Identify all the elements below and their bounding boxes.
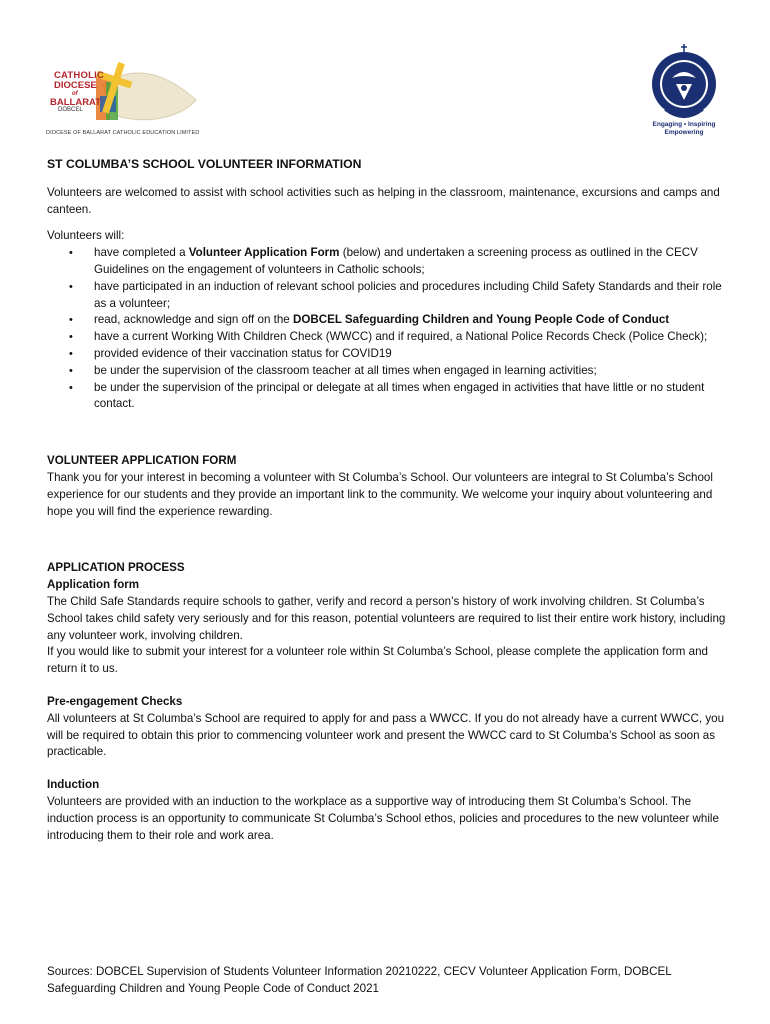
bullet-icon: • <box>69 331 73 344</box>
requirement-text: have completed a <box>94 246 189 260</box>
induction-heading: Induction <box>47 778 100 792</box>
dobcel-logo <box>44 56 219 140</box>
requirement-bold-text: Volunteer Application Form <box>188 246 340 260</box>
requirement-bold-text: DOBCEL Safeguarding Children and Young People Code of Conduct <box>292 313 670 327</box>
bullet-icon: • <box>69 364 73 377</box>
sources-footnote: Sources: DOBCEL Supervision of Students Volunteer Information 20210222, CECV Volunteer Application Form, DOBCEL Safeguarding Children and Young People Code of Conduct 2021 <box>47 965 672 995</box>
logo-text-dobcel: DOBCEL <box>58 107 83 113</box>
seal-tagline <box>640 121 728 137</box>
volunteer-requirements-list <box>47 245 737 413</box>
bullet-icon: • <box>69 381 73 394</box>
requirement-text-tail: (below) and undertaken a screening process as outlined in the CECV Guidelines on the engagement of volunteers in Catholic schools; <box>94 246 698 276</box>
application-form-text: Thank you for your interest in becoming a volunteer with St Columba’s School. Our volunteers are integral to St Columba’s School experience for our students and they provide an important link to the community. We welcome your inquiry about volunteering and hope you will find the experience rewarding. <box>47 470 713 518</box>
intro-paragraph: Volunteers are welcomed to assist with school activities such as helping in the classroom, maintenance, excursions and camps and canteen. <box>47 185 720 216</box>
logo-text-of: of <box>72 91 78 97</box>
induction-paragraph: Volunteers are provided with an induction to the workplace as a supportive way of introducing them St Columba’s School. The induction process is an opportunity to communicate St Columba’s School ethos, policies and procedures to the new volunteer while introducing them to their role and work area. <box>47 794 719 842</box>
application-form-subheading: Application form <box>47 578 140 592</box>
st-columbas-seal <box>640 44 728 140</box>
bullet-icon: • <box>69 347 73 360</box>
requirement-list-item <box>47 279 737 313</box>
application-process-heading: APPLICATION PROCESS <box>47 561 185 575</box>
seal-tagline-line2: Empowering <box>664 129 704 136</box>
application-form-paragraph-1: The Child Safe Standards require schools to gather, verify and record a person’s history of work involving children. St Columba’s School takes child safety very seriously and for this reason, potential volunteers are required to list their entire work history, including any volunteer work, involving children. <box>47 594 726 642</box>
requirement-text: be under the supervision of the classroom teacher at all times when engaged in learning activities; <box>94 363 597 377</box>
logo-text-diocese: DIOCESE <box>54 80 97 91</box>
requirement-text: be under the supervision of the principal or delegate at all times when engaged in activities that have little or no student contact. <box>94 380 705 411</box>
requirement-list-item <box>47 380 737 414</box>
logo-text-ballarat: BALLARAT <box>50 97 102 108</box>
requirement-list-item <box>47 329 737 346</box>
seal-tagline-line1: Engaging • Inspiring <box>652 121 716 128</box>
requirement-text: read, acknowledge and sign off on the <box>94 313 293 327</box>
requirement-list-item <box>47 363 737 380</box>
requirement-text: have participated in an induction of relevant school policies and procedures including Child Safety Standards and their role as a volunteer; <box>94 279 722 310</box>
bullet-icon: • <box>69 314 73 327</box>
seal-graphic <box>640 44 728 120</box>
requirement-list-item <box>47 346 737 363</box>
requirement-list-item <box>47 245 737 279</box>
application-form-heading: VOLUNTEER APPLICATION FORM <box>47 454 237 468</box>
bullet-icon: • <box>69 247 73 260</box>
page-title: ST COLUMBA’S SCHOOL VOLUNTEER INFORMATION <box>47 157 362 171</box>
requirement-text: provided evidence of their vaccination status for COVID19 <box>94 346 392 360</box>
requirement-list-item <box>47 312 737 329</box>
logo-text-catholic: CATHOLIC <box>54 70 104 81</box>
pre-engagement-paragraph: All volunteers at St Columba’s School are required to apply for and pass a WWCC. If you do not already have a current WWCC, you will be required to obtain this prior to commencing volunteer work and present the WWCC card to St Columba’s School as soon as practicable. <box>47 711 725 759</box>
main-content <box>47 156 737 844</box>
application-form-paragraph-2: If you would like to submit your interest for a volunteer role within St Columba’s School, please complete the application form and return it to us. <box>47 645 708 676</box>
requirement-text: have a current Working With Children Check (WWCC) and if required, a National Police Records Check (Police Check); <box>94 330 708 344</box>
will-heading: Volunteers will: <box>47 229 125 243</box>
pre-engagement-heading: Pre-engagement Checks <box>47 694 183 708</box>
bullet-icon: • <box>69 280 73 293</box>
logo-footer-text: DIOCESE OF BALLARAT CATHOLIC EDUCATION LIMITED <box>46 130 200 136</box>
